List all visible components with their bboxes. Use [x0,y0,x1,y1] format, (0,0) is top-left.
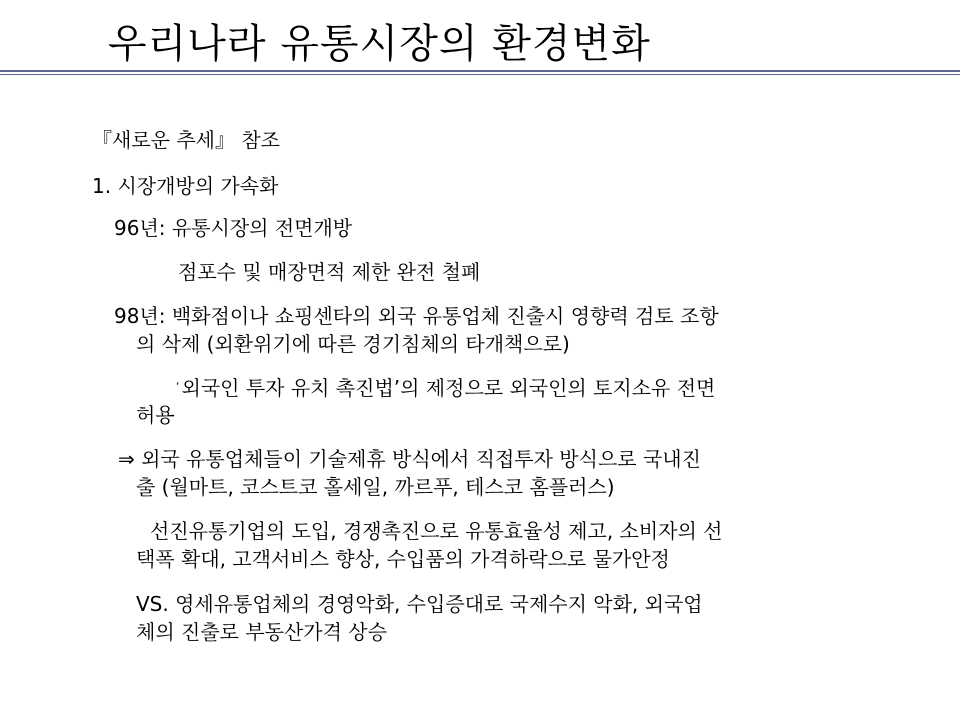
title-underline-thin [0,74,960,75]
year-96-line: 96년: 유통시장의 전면개방 [114,216,353,240]
open-quote-mark: ‘ [176,380,180,393]
result-line-1: ⇒ 외국 유통업체들이 기술제휴 방식에서 직접투자 방식으로 국내진 [118,447,701,471]
cons-line-1: VS. 영세유통업체의 경영악화, 수입증대로 국제수지 악화, 외국업 [136,592,703,616]
title-underline-thick [0,70,960,72]
result-line-2: 출 (월마트, 코스트코 홀세일, 까르푸, 테스코 홈플러스) [136,475,615,499]
year-98-line-1: 98년: 백화점이나 쇼핑센타의 외국 유통업체 진출시 영향력 검토 조항 [114,304,719,328]
year-96-detail: 점포수 및 매장면적 제한 완전 철폐 [178,260,481,284]
reference-note: 『새로운 추세』 참조 [92,128,280,152]
slide-title: 우리나라 유통시장의 환경변화 [108,21,651,67]
pros-line-2: 택폭 확대, 고객서비스 향상, 수입품의 가격하락으로 물가안정 [136,547,670,571]
law-line-1-text: 외국인 투자 유치 촉진법’의 제정으로 외국인의 토지소유 전면 [181,376,716,400]
law-line-1 [176,374,715,401]
year-98-line-2: 의 삭제 (외환위기에 따른 경기침체의 타개책으로) [136,332,570,356]
law-line-2: 허용 [136,403,175,427]
pros-line-1: 선진유통기업의 도입, 경쟁촉진으로 유통효율성 제고, 소비자의 선 [150,519,723,543]
cons-line-2: 체의 진출로 부동산가격 상승 [136,620,387,644]
section-heading: 1. 시장개방의 가속화 [92,174,279,198]
